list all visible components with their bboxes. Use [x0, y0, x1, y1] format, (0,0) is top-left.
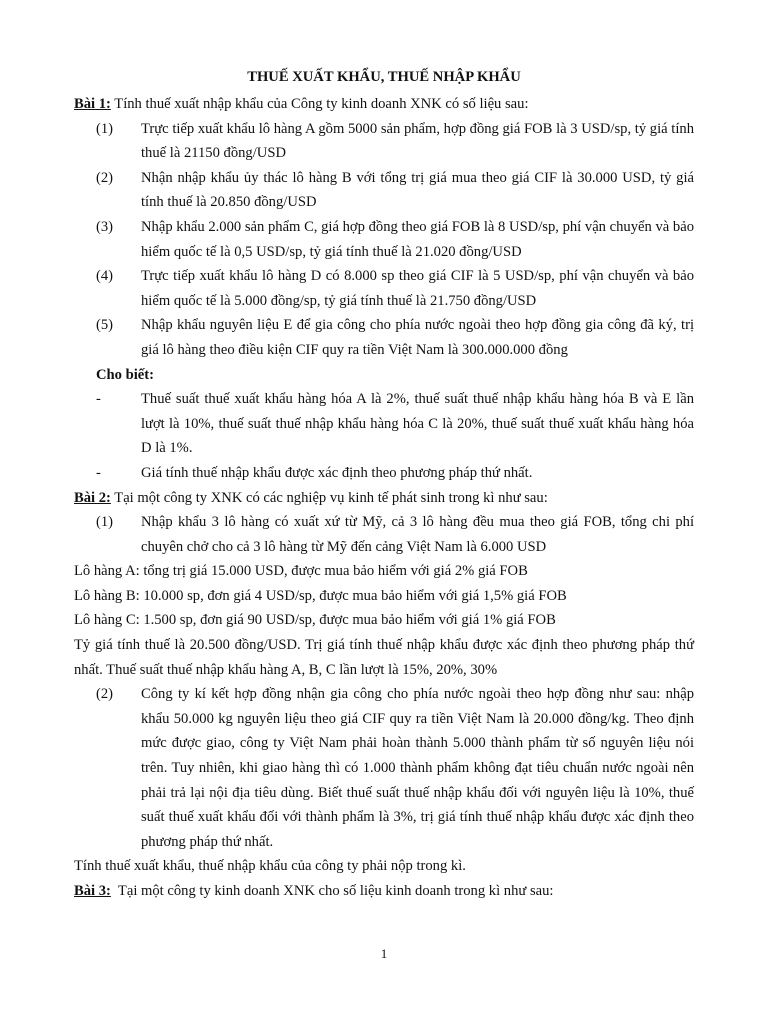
item-number: (3)	[96, 218, 114, 235]
dash-marker: -	[96, 464, 101, 481]
exercise-1-item-2	[74, 166, 694, 215]
exercise-1-item-5	[74, 313, 694, 362]
lot-c-line: Lô hàng C: 1.500 sp, đơn giá 90 USD/sp, được mua bảo hiểm với giá 1% giá FOB	[74, 612, 556, 629]
exercise-3-intro: Tại một công ty kinh doanh XNK cho số liệu kinh doanh trong kì như sau:	[110, 883, 554, 899]
exercise-2-label: Bài 2:	[74, 489, 111, 506]
exercise-1-item-1	[74, 117, 694, 166]
item-text: Nhập khẩu 3 lô hàng có xuất xứ từ Mỹ, cả 3 lô hàng đều mua theo giá FOB, tổng chi phí chuyên chở cho cả 3 lô hàng từ Mỹ đến cảng Việt Nam là 6.000 USD	[141, 514, 694, 555]
page-title: THUẾ XUẤT KHẨU, THUẾ NHẬP KHẨU	[247, 69, 521, 85]
exercise-2-heading	[74, 486, 694, 511]
exercise-2-item-1	[74, 510, 694, 559]
item-text: Trực tiếp xuất khẩu lô hàng A gồm 5000 sản phẩm, hợp đồng giá FOB là 3 USD/sp, tỷ giá tính thuế là 21150 đồng/USD	[141, 120, 694, 162]
item-text: Nhận nhập khẩu ủy thác lô hàng B với tổng trị giá mua theo giá CIF là 30.000 USD, tỷ giá tính thuế là 20.850 đồng/USD	[141, 169, 694, 211]
document-body	[74, 92, 694, 904]
exercise-3-heading	[74, 879, 694, 904]
exercise-1-label: Bài 1:	[74, 96, 111, 112]
item-number: (5)	[96, 317, 114, 334]
item-number: (1)	[96, 514, 114, 531]
item-number: (2)	[96, 686, 114, 703]
exercise-1-intro: Tính thuế xuất nhập khẩu của Công ty kinh doanh XNK có số liệu sau:	[110, 96, 529, 112]
item-text: Công ty kí kết hợp đồng nhận gia công cho phía nước ngoài theo hợp đồng như sau: nhập khẩu 50.000 kg nguyên liệu theo giá CIF quy ra tiền Việt Nam là 20.000 đồng/kg. Theo định mức được giao, công ty Việt Nam phải hoàn thành 5.000 thành phẩm từ số nguyên liệu nói trên. Tuy nhiên, khi giao hàng thì có 1.000 thành phẩm không đạt tiêu chuẩn nước ngoài nên phải trả lại nội địa tiêu dùng. Biết thuế suất thuế nhập khẩu đối với nguyên liệu là 10%, thuế suất thuế xuất khẩu đối với thành phẩm là 3%, trị giá tính thuế nhập khẩu được xác định theo phương pháp thứ nhất.	[141, 686, 694, 850]
given-label: Cho biết:	[96, 366, 154, 383]
exercise-1-item-3	[74, 215, 694, 264]
item-number: (1)	[96, 120, 114, 137]
given-text: Thuế suất thuế xuất khẩu hàng hóa A là 2%, thuế suất thuế nhập khẩu hàng hóa B và E lần lượt là 10%, thuế suất thuế nhập khẩu hàng hóa C là 20%, thuế suất thuế xuất khẩu hàng hóa D là 1%.	[141, 391, 694, 457]
given-text: Giá tính thuế nhập khẩu được xác định theo phương pháp thứ nhất.	[141, 464, 533, 481]
item-number: (2)	[96, 169, 114, 186]
item-text: Nhập khẩu 2.000 sản phẩm C, giá hợp đồng theo giá FOB là 8 USD/sp, phí vận chuyển và bảo hiểm quốc tế là 0,5 USD/sp, tỷ giá tính thuế là 21.020 đồng/USD	[141, 218, 694, 260]
exercise-1-item-4	[74, 264, 694, 313]
dash-marker: -	[96, 391, 101, 408]
exercise-2-intro: Tại một công ty XNK có các nghiệp vụ kinh tế phát sinh trong kì như sau:	[110, 489, 548, 506]
exercise-2-item-2	[74, 682, 694, 854]
exercise-2-closing: Tính thuế xuất khẩu, thuế nhập khẩu của công ty phải nộp trong kì.	[74, 858, 466, 875]
given-item-1	[74, 387, 694, 461]
item-number: (4)	[96, 268, 114, 285]
item-text: Nhập khẩu nguyên liệu E để gia công cho phía nước ngoài theo hợp đồng gia công đã ký, trị giá lô hàng theo điều kiện CIF quy ra tiền Việt Nam là 300.000.000 đồng	[141, 317, 694, 358]
exercise-3-label: Bài 3:	[74, 883, 111, 899]
exchange-rate-line: Tỷ giá tính thuế là 20.500 đồng/USD. Trị giá tính thuế nhập khẩu được xác định theo phương pháp thứ nhất. Thuế suất thuế nhập khẩu hàng A, B, C lần lượt là 15%, 20%, 30%	[74, 637, 694, 678]
exercise-1-heading	[74, 92, 694, 117]
lot-b-line: Lô hàng B: 10.000 sp, đơn giá 4 USD/sp, được mua bảo hiểm với giá 1,5% giá FOB	[74, 587, 567, 604]
item-text: Trực tiếp xuất khẩu lô hàng D có 8.000 sp theo giá CIF là 5 USD/sp, phí vận chuyển và bảo hiểm quốc tế là 5.000 đồng/sp, tỷ giá tính thuế là 21.750 đồng/USD	[141, 268, 694, 309]
given-item-2	[74, 461, 694, 486]
page-number: 1	[380, 946, 388, 961]
lot-a-line: Lô hàng A: tổng trị giá 15.000 USD, được mua bảo hiểm với giá 2% giá FOB	[74, 563, 528, 580]
